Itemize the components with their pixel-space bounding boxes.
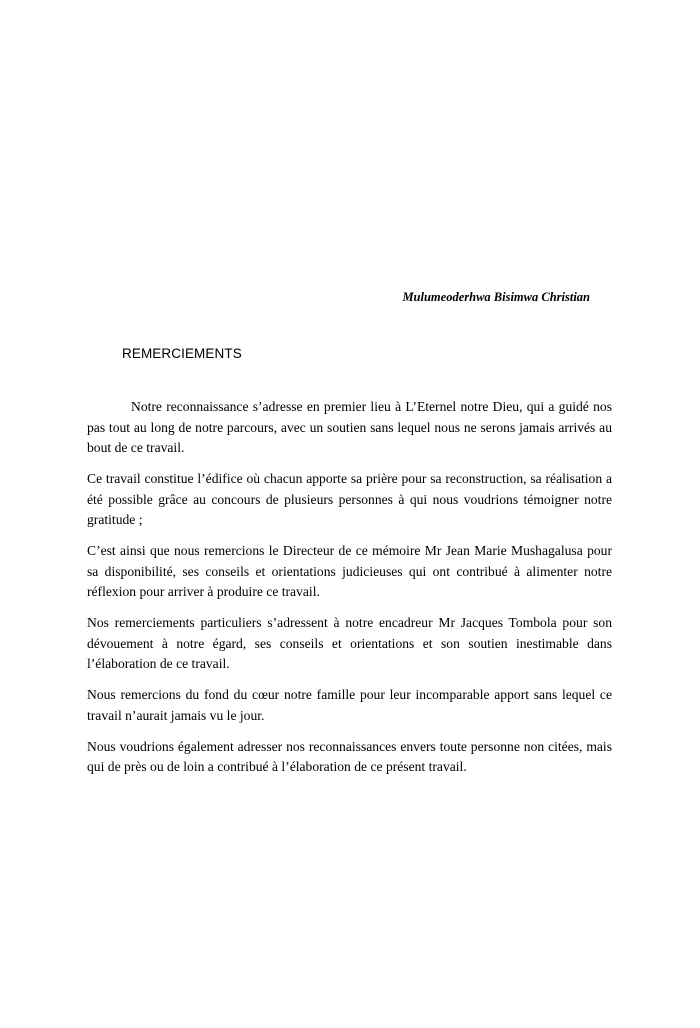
page-heading: REMERCIEMENTS	[122, 346, 242, 361]
paragraph-2: Ce travail constitue l’édifice où chacun apporte sa prière pour sa reconstruction, sa réalisation a été possible grâce au concours de plusieurs personnes à qui nous voudrions témoigner notre gratitude ;	[87, 471, 612, 527]
paragraph-6: Nous voudrions également adresser nos reconnaissances envers toute personne non citées, mais qui de près ou de loin a contribué à l’élaboration de ce présent travail.	[87, 738, 612, 774]
paragraph-3: C’est ainsi que nous remercions le Directeur de ce mémoire Mr Jean Marie Mushagalusa pour sa disponibilité, ses conseils et orientations judicieuses qui ont contribué à alimenter notre réflexion pour arriver à produire ce travail.	[87, 543, 612, 599]
acknowledgements-body	[87, 397, 612, 788]
paragraph-4: Nos remerciements particuliers s’adressent à notre encadreur Mr Jacques Tombola pour son dévouement à notre égard, ses conseils et orientations et son soutien inestimable dans l’élaboration de ce travail.	[87, 615, 612, 671]
paragraph-1: Notre reconnaissance s’adresse en premier lieu à L’Eternel notre Dieu, qui a guidé nos pas tout au long de notre parcours, avec un soutien sans lequel nous ne serons jamais arrivés au bout de ce travail.	[87, 399, 612, 455]
author-name: Mulumeoderhwa Bisimwa Christian	[402, 290, 590, 304]
paragraph-5: Nous remercions du fond du cœur notre famille pour leur incomparable apport sans lequel ce travail n’aurait jamais vu le jour.	[87, 687, 612, 723]
